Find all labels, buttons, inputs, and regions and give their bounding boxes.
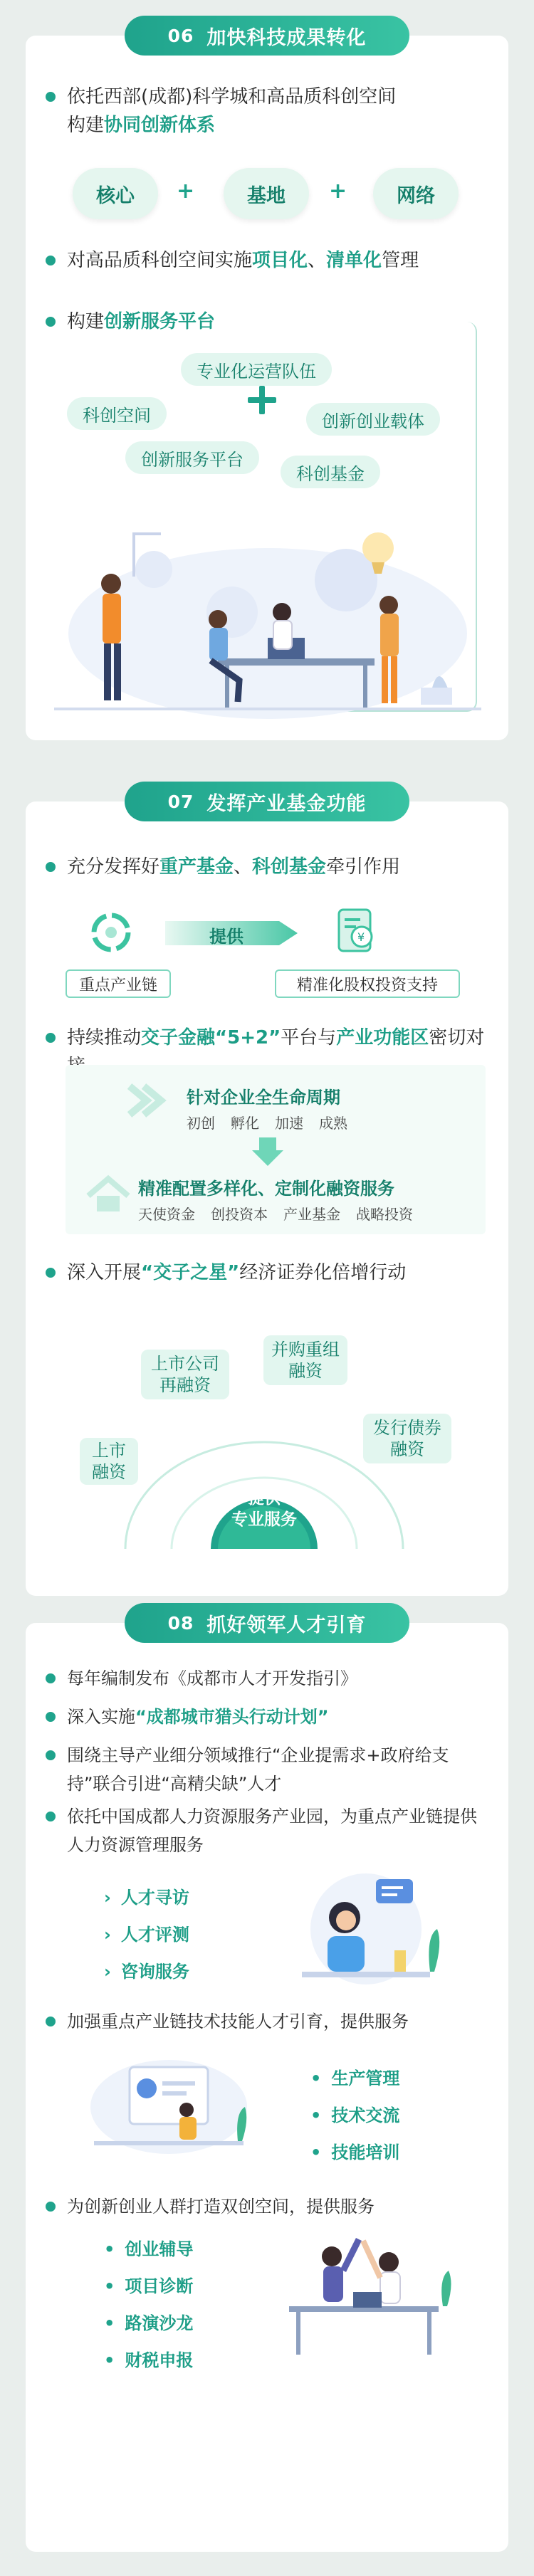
s6-b1-highlight: 协同创新体系 xyxy=(104,115,216,136)
service-talent-assess: › 人才评测 xyxy=(104,1920,189,1945)
s7-b3-hl: “交子之星” xyxy=(141,1262,240,1283)
service-production-mgmt: • 生产管理 xyxy=(310,2064,399,2089)
s7-b3-text: 深入开展 xyxy=(67,1262,142,1283)
s7-b2-text2: 平台与 xyxy=(281,1027,337,1048)
service-roadshow-salon: • 路演沙龙 xyxy=(104,2309,193,2334)
s8-b4-text: 依托中国成都人力资源服务产业园，为重点产业链提供人力资源管理服务 xyxy=(67,1807,477,1855)
s8-bullet-6 xyxy=(46,2192,491,2221)
s6-bullet-2 xyxy=(46,246,491,275)
center-service-line2: 专业服务 xyxy=(231,1510,297,1529)
section-06-title: 加快科技成果转化 xyxy=(206,26,367,49)
house-icon xyxy=(85,1174,131,1214)
stage-incubate: 孵化 xyxy=(231,1115,259,1132)
high-five-illustration xyxy=(275,2221,460,2363)
service-startup-coaching: • 创业辅导 xyxy=(104,2235,193,2260)
s8-b1-text: 每年编制发布《成都市人才开发指引》 xyxy=(67,1668,357,1688)
service-tech-exchange: • 技术交流 xyxy=(310,2101,399,2126)
arrows-icon xyxy=(125,1079,168,1122)
s6-b2-text2: 管理 xyxy=(382,250,419,271)
s6-b1-text: 依托西部(成都)科学城和高品质科创空间 xyxy=(67,86,397,107)
svg-text:¥: ¥ xyxy=(357,930,365,944)
s6-b2-hl2: 清单化 xyxy=(326,250,382,271)
s7-b1-text2: 牵引作用 xyxy=(326,856,401,878)
bubble-mna-finance: 并购重组 融资 xyxy=(263,1335,347,1385)
s7-b1-text: 充分发挥好 xyxy=(67,856,160,878)
s7-b2-text: 持续推动 xyxy=(67,1027,142,1048)
tag-fund: 科创基金 xyxy=(281,456,380,488)
tag-service-platform: 创新服务平台 xyxy=(125,441,259,474)
fund-industry: 产业基金 xyxy=(283,1206,340,1223)
stage-startup: 初创 xyxy=(187,1115,215,1132)
s7-b1-sep: 、 xyxy=(234,856,253,878)
s8-b2-hl: “成都城市猎头行动计划” xyxy=(135,1707,329,1727)
s7-bullet-3 xyxy=(46,1258,491,1287)
lifecycle-title: 针对企业全生命周期 xyxy=(187,1088,340,1108)
s8-bullet-4 xyxy=(46,1802,491,1859)
service-project-diagnosis: • 项目诊断 xyxy=(104,2272,193,2297)
trio-network: 网络 xyxy=(373,168,459,219)
section-08-number: 08 xyxy=(167,1612,194,1634)
center-service-label xyxy=(216,1488,312,1530)
s6-b2-hl1: 项目化 xyxy=(252,250,308,271)
bubble-listed-refinance: 上市公司 再融资 xyxy=(141,1350,229,1399)
section-06-title-pill xyxy=(125,16,409,56)
s7-b3-text2: 经济证券化倍增行动 xyxy=(239,1262,407,1283)
tag-incubator: 创新创业载体 xyxy=(306,403,440,436)
trio-base: 基地 xyxy=(224,168,309,219)
s6-b3-hl: 创新服务平台 xyxy=(104,311,216,332)
s7-b2-hl2: 产业功能区 xyxy=(336,1027,429,1048)
s7-b1-hl1: 重产基金 xyxy=(159,856,234,878)
tag-ops-team: 专业化运营队伍 xyxy=(181,353,332,386)
section-07-card xyxy=(26,791,508,1596)
industry-chain-icon xyxy=(88,910,134,955)
s8-b3-text: 围绕主导产业细分领域推行“企业提需求+政府给支持”联合引进“高精尖缺”人才 xyxy=(67,1745,449,1794)
s8-bullet-5 xyxy=(46,2007,491,2036)
fund-vc: 创投资本 xyxy=(211,1206,268,1223)
s6-b3-text: 构建 xyxy=(67,311,105,332)
center-service-line1: 提供 xyxy=(248,1489,281,1508)
financing-title: 精准配置多样化、定制化融资服务 xyxy=(138,1179,394,1199)
trio-core: 核心 xyxy=(73,168,158,219)
s6-b1-text2: 构建 xyxy=(67,115,105,136)
box-key-industry-chain: 重点产业链 xyxy=(66,969,171,998)
s6-b2-text: 对高品质科创空间实施 xyxy=(67,250,253,271)
s7-b2-text3: 密切对 xyxy=(429,1027,485,1048)
section-08-title-pill xyxy=(125,1603,409,1643)
section-07-number: 07 xyxy=(167,791,194,812)
s7-bullet-1 xyxy=(46,853,491,881)
s6-bullet-1 xyxy=(46,83,491,140)
bubble-ipo-finance: 上市 融资 xyxy=(80,1438,138,1485)
plus-1: + xyxy=(177,179,195,204)
s8-b6-text: 为创新创业人群打造双创空间，提供服务 xyxy=(67,2197,375,2217)
s8-b2-text: 深入实施 xyxy=(67,1707,135,1727)
section-08-card xyxy=(26,1612,508,2552)
section-07-title-pill xyxy=(125,782,409,821)
tag-tech-space: 科创空间 xyxy=(67,397,167,430)
s8-bullet-1 xyxy=(46,1664,491,1693)
section-06-card xyxy=(26,25,508,740)
section-06-number: 06 xyxy=(167,25,194,46)
section-08-title: 抓好领军人才引育 xyxy=(206,1614,367,1636)
down-arrow-icon xyxy=(252,1137,283,1166)
service-tax-filing: • 财税申报 xyxy=(104,2346,193,2371)
service-talent-search: › 人才寻访 xyxy=(104,1883,189,1908)
plus-2: + xyxy=(329,179,347,204)
s8-b5-text: 加强重点产业链技术技能人才引育，提供服务 xyxy=(67,2012,409,2031)
s6-b2-sep: 、 xyxy=(308,250,327,271)
s7-b1-hl2: 科创基金 xyxy=(252,856,327,878)
s8-bullet-2 xyxy=(46,1703,491,1731)
section-07-title: 发挥产业基金功能 xyxy=(206,792,367,815)
fund-strategic: 战略投资 xyxy=(356,1206,413,1223)
bubble-bond-finance: 发行债券 融资 xyxy=(363,1414,451,1463)
service-skill-training: • 技能培训 xyxy=(310,2138,399,2163)
s7-b2-hl1: 交子金融“5+2” xyxy=(141,1027,281,1048)
team-meeting-illustration xyxy=(54,505,481,726)
stage-accelerate: 加速 xyxy=(275,1115,303,1132)
box-equity-support: 精准化股权投资支持 xyxy=(275,969,460,998)
provide-label: 提供 xyxy=(209,927,244,947)
customer-service-illustration xyxy=(288,1865,451,1986)
presentation-illustration xyxy=(80,2050,258,2157)
fund-angel: 天使资金 xyxy=(138,1206,195,1223)
stage-mature: 成熟 xyxy=(319,1115,347,1132)
investment-doc-icon xyxy=(335,907,380,957)
service-consulting: › 咨询服务 xyxy=(104,1957,189,1982)
center-plus-icon xyxy=(248,386,276,414)
s8-bullet-3 xyxy=(46,1741,491,1798)
